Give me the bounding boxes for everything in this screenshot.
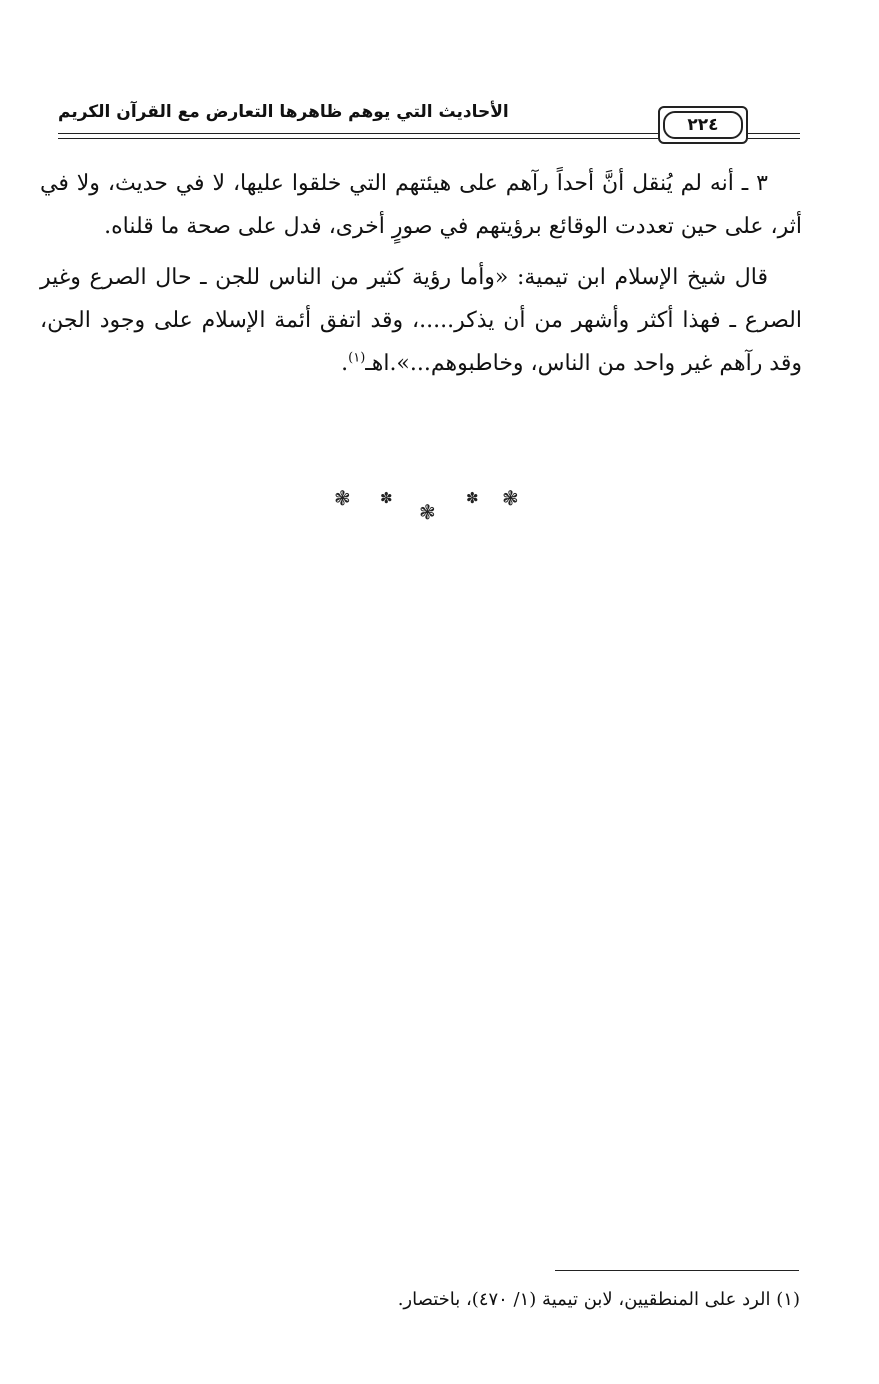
header-rule (58, 133, 658, 134)
header-rule (58, 138, 658, 139)
header-rule (748, 138, 800, 139)
footnote-reference: (١) (348, 350, 366, 366)
flower-ornament-icon: ❃ (419, 500, 436, 524)
running-header (58, 96, 800, 146)
flower-ornament-icon: ❃ (502, 486, 519, 510)
flower-ornament-icon: ❃ (334, 486, 351, 510)
section-break-ornament (330, 482, 530, 530)
flower-ornament-icon: ✽ (380, 489, 393, 507)
footnote: (١) الرد على المنطقيين، لابن تيمية (١/ ٤٧٠)، باختصار. (397, 1289, 800, 1310)
page-number: ٢٢٤ (663, 111, 743, 139)
header-rule (748, 133, 800, 134)
footnote-separator (555, 1270, 799, 1271)
page-body (40, 162, 802, 393)
sentence-end: . (341, 351, 349, 376)
book-title: الأحاديث التي يوهم ظاهرها التعارض مع القرآن الكريم (58, 102, 509, 122)
paragraph: ٣ ـ أنه لم يُنقل أنَّ أحداً رآهم على هيئتهم التي خلقوا عليها، لا في حديث، ولا في أثر، على حين تعددت الوقائع برؤيتهم في صورٍ أخرى، فدل على صحة ما قلناه. (40, 171, 802, 239)
quotation-text: قال شيخ الإسلام ابن تيمية: «وأما رؤية كثير من الناس للجن ـ حال الصرع وغير الصرع ـ فهذا أكثر وأشهر من أن يذكر.....، وقد اتفق أئمة الإسلام على وجود الجن، وقد رآهم غير واحد من الناس، وخاطبوهم...».اهـ (40, 265, 802, 376)
flower-ornament-icon: ✽ (466, 489, 479, 507)
paragraph (40, 256, 802, 385)
page-number-frame (658, 106, 748, 144)
